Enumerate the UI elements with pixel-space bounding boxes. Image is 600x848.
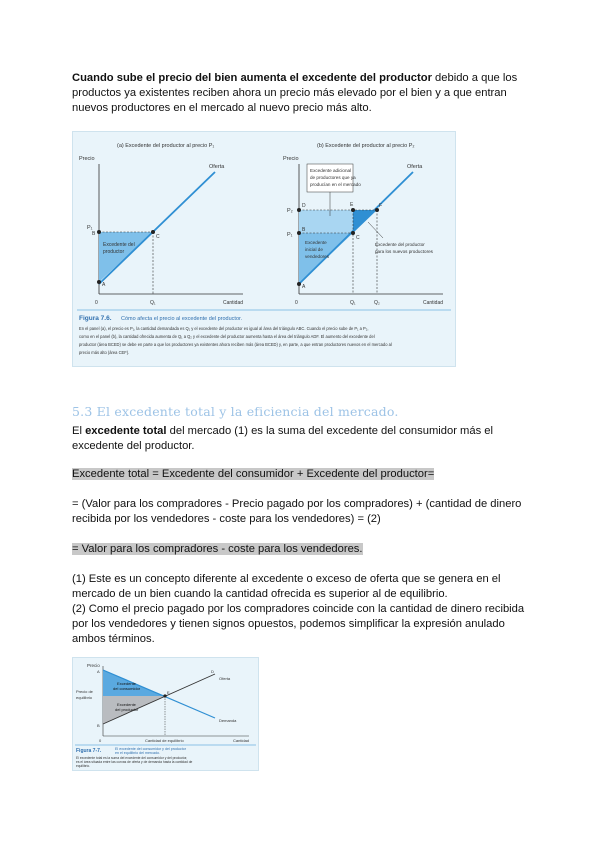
panel-b-p1: P₁	[287, 232, 293, 238]
panel-b-origin: 0	[295, 300, 298, 306]
total-surplus-a: El	[72, 425, 86, 437]
figure-7-6-caption-subtitle: Cómo afecta el precio al excedente del productor.	[121, 316, 243, 322]
fig2-caption-body-1: El excedente total es la suma del excedente del consumidor y del productor,	[76, 756, 188, 760]
panel-b-label-a: A	[302, 284, 306, 290]
panel-b-initial-3: vendedores	[305, 254, 330, 259]
fig2-producer-1: Excedente	[117, 702, 136, 707]
panel-b-box-label-1: Excedente adicional	[310, 168, 352, 173]
fig2-caption-body-3: equilibrio.	[76, 764, 91, 768]
figure-7-7	[72, 657, 259, 771]
panel-b-curve-label: Oferta	[407, 164, 423, 170]
panel-a-label-c: C	[156, 234, 160, 240]
figure-7-6-caption-line2: como en el panel (b), la cantidad ofrecida aumenta de Q₁ a Q₂ y el excedente del productor aumenta hasta el área del triángulo ADF. El aumento del excedente del	[79, 334, 375, 339]
panel-b-title: (b) Excedente del productor al precio P₂	[317, 143, 415, 149]
figure-7-6-caption-line3: productor (área BCED) se debe en parte a que los productores ya existentes ahora reciben más (área BCED) y, en parte, a que entran productores nuevos en el mercado al	[79, 342, 392, 347]
fig2-y-axis: Precio	[87, 663, 100, 668]
panel-a-area-label-2: productor	[103, 249, 125, 255]
panel-a-supply-curve	[99, 172, 215, 284]
fig2-price-label-2: equilibrio	[76, 695, 93, 700]
figure-7-6-caption-title: Figura 7.6.	[79, 315, 112, 322]
total-surplus-b: del mercado (1) es la suma del excedente del consumidor más el excedente del productor.	[72, 425, 493, 452]
fig2-label-e: E	[167, 690, 170, 695]
fig2-origin: 0	[99, 738, 102, 743]
panel-a-origin: 0	[95, 300, 98, 306]
panel-b-additional-surplus	[299, 210, 353, 233]
fig2-producer-2: del productor	[115, 707, 139, 712]
note-2: (2) Como el precio pagado por los compradores coincide con la cantidad de dinero recibida por los vendedores y tienen signos opuestos, podemos simplificar la expresión anulado ambos términos.	[72, 603, 525, 645]
panel-b-label-d: D	[302, 203, 306, 209]
panel-b-label-b: B	[302, 227, 306, 233]
fig2-caption-subtitle-2: en el equilibrio del mercado.	[115, 751, 160, 755]
formula-1: Excedente total = Excedente del consumidor + Excedente del productor=	[72, 468, 435, 480]
fig2-caption-body-2: es el área situada entre las curvas de oferta y de demanda hasta la cantidad de	[76, 760, 193, 764]
panel-b-x-axis: Cantidad	[423, 300, 444, 306]
formula-1-line	[72, 467, 532, 482]
panel-b-q1: Q₁	[350, 300, 356, 306]
panel-b-label-f: F	[379, 203, 383, 209]
figure-7-6-caption-line4: precio más alto (área CEF).	[79, 350, 130, 355]
formula-3: = Valor para los compradores - coste para los vendedores.	[72, 543, 363, 555]
fig2-consumer-1: Excedente	[117, 681, 136, 686]
fig2-eq-quantity: Cantidad de equilibrio	[145, 738, 184, 743]
panel-a-x-axis: Cantidad	[223, 300, 244, 306]
section-heading: 5.3 El excedente total y la eficiencia del mercado.	[72, 404, 399, 419]
fig2-price-label-1: Precio de	[76, 689, 93, 694]
panel-a-title: (a) Excedente del productor al precio P₁	[117, 143, 215, 149]
note-1: (1) Este es un concepto diferente al excedente o exceso de oferta que se genera en el mercado de un bien cuando la cantidad ofrecida es superior al de equilibrio.	[72, 573, 501, 600]
panel-b-label-e: E	[350, 202, 354, 208]
panel-b-box-label-3: producían en el mercado	[310, 182, 361, 187]
fig2-label-a: A	[97, 669, 100, 674]
panel-b-initial-2: inicial de	[305, 247, 323, 252]
intro-paragraph	[72, 71, 532, 116]
panel-a-label-a: A	[102, 282, 106, 288]
figure-7-7-graphic	[73, 658, 258, 770]
total-surplus-paragraph	[72, 424, 532, 454]
formula-2: = (Valor para los compradores - Precio pagado por los compradores) + (cantidad de dinero recibida por los vendedores - coste para los vendedores) = (2)	[72, 498, 522, 525]
fig2-caption-subtitle-1: El excedente del consumidor y del productor	[115, 747, 186, 751]
panel-b-new-2: para los nuevos productores	[375, 249, 433, 254]
panel-a-area-label-1: Excedente del	[103, 242, 135, 248]
panel-b-initial-1: Excedente	[305, 240, 327, 245]
panel-b-label-c: C	[356, 235, 360, 241]
intro-bold: Cuando sube el precio del bien aumenta el excedente del productor	[72, 72, 432, 84]
panel-b-y-axis: Precio	[283, 156, 299, 162]
fig2-caption-title: Figura 7-7.	[76, 748, 102, 754]
fig2-label-b: B	[97, 723, 100, 728]
panel-a-label-b: B	[92, 231, 96, 237]
panel-b-box-label-2: de productores que ya	[310, 175, 356, 180]
formula-3-line	[72, 542, 532, 557]
panel-b-q2: Q₂	[374, 300, 380, 306]
fig2-consumer-2: del consumidor	[113, 686, 141, 691]
fig2-x-axis: Cantidad	[233, 738, 250, 743]
panel-a-curve-label: Oferta	[209, 164, 225, 170]
fig2-label-d: D	[211, 669, 214, 674]
intro-rest: debido a que los productos ya existentes reciben ahora un precio más elevado por el bien y a que entran nuevos productores en el mercado al nuevo precio más alto.	[72, 72, 518, 114]
figure-7-6-caption-line1: En el panel (a), el precio es P₁, la cantidad demandada es Q₁ y el excedente del productor es igual al área del triángulo ABC. Cuando el precio sube de P₁ a P₂,	[79, 326, 369, 331]
panel-b-p2: P₂	[287, 208, 293, 214]
fig2-supply-label: Oferta	[219, 676, 231, 681]
panel-b-new-producers-surplus	[353, 210, 377, 233]
total-surplus-bold: excedente total	[85, 425, 167, 437]
panel-a-y-axis: Precio	[79, 156, 95, 162]
panel-a-price-label: P₁	[87, 225, 93, 231]
figure-7-6-graphic	[73, 132, 455, 366]
fig2-demand-label: Demanda	[219, 718, 237, 723]
panel-a-q-label: Q₁	[150, 300, 156, 306]
figure-7-6	[72, 131, 456, 367]
panel-b-new-1: Excedente del productor	[375, 242, 425, 247]
